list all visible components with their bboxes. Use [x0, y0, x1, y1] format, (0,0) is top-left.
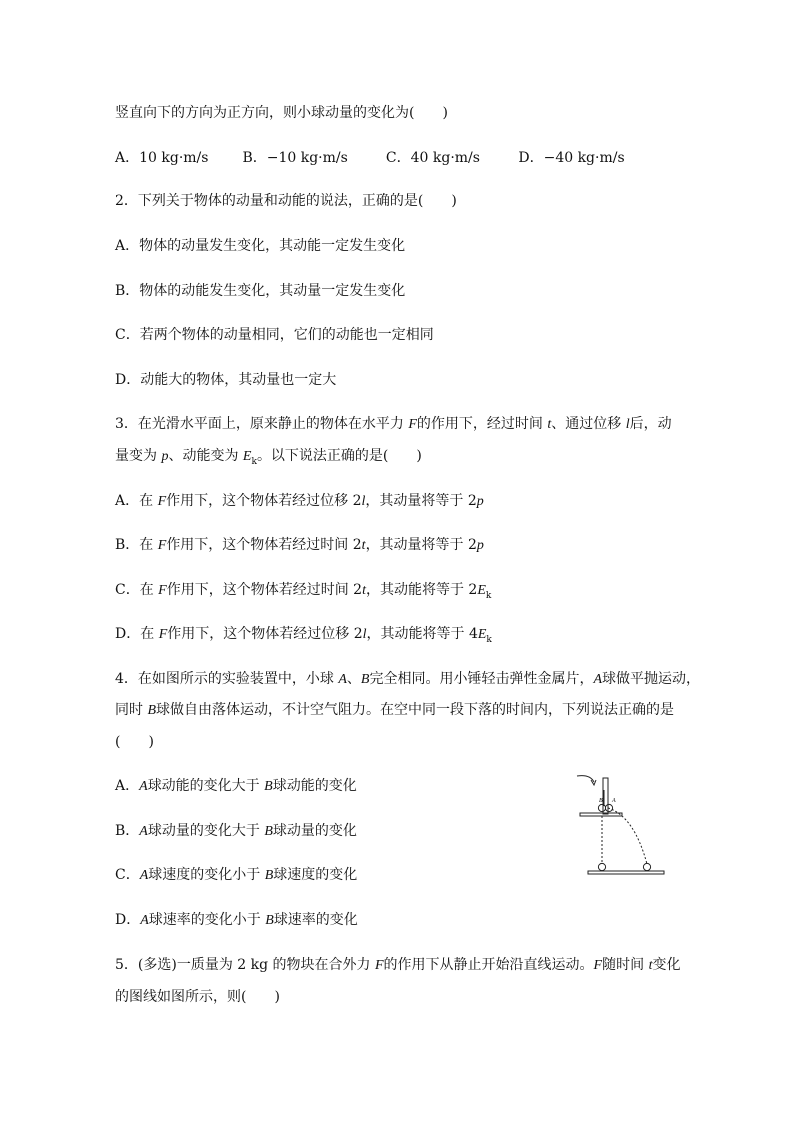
question-4-option-c: C．A球速度的变化小于 B球速度的变化 [115, 867, 358, 883]
option-b: B．−10 kg·m/s [242, 150, 348, 166]
question-4-option-d: D．A球速率的变化小于 B球速率的变化 [115, 912, 358, 928]
question-3-option-c: C．在 F作用下，这个物体若经过时间 2t，其动能将等于 $2E_k$ [115, 582, 492, 601]
option-a: A．10 kg·m/s [115, 150, 209, 166]
ball-a-landing [643, 863, 650, 870]
question-5-stem-line-1: 5．(多选)一质量为 2 kg 的物块在合外力 F的作用下从静止开始沿直线运动。F随时间 t变化 [115, 957, 681, 973]
question-3-stem-line-1: 3．在光滑水平面上，原来静止的物体在水平力 F的作用下，经过时间 t、通过位移 l后，动 [115, 416, 672, 432]
question-2-option-d: D．动能大的物体，其动量也一定大 [115, 372, 337, 388]
question-2-option-a: A．物体的动量发生变化，其动能一定发生变化 [115, 238, 406, 254]
upper-platform [580, 813, 622, 816]
projectile-apparatus-figure [574, 772, 674, 882]
floor-base [588, 871, 664, 874]
option-d: D．−40 kg·m/s [518, 150, 625, 166]
label-a: A [612, 798, 616, 804]
question-3-option-a: A．在 F作用下，这个物体若经过位移 2l，其动量将等于 2p [115, 493, 484, 509]
label-b: B [599, 798, 603, 804]
question-3-option-b: B．在 F作用下，这个物体若经过时间 2t，其动量将等于 2p [115, 537, 484, 553]
option-c: C．40 kg·m/s [385, 150, 480, 166]
question-3-option-d: D．在 F作用下，这个物体若经过位移 2l，其动能将等于 $4E_k$ [115, 626, 492, 645]
question-4-stem-line-1: 4．在如图所示的实验装置中，小球 A、B完全相同。用小锤轻击弹性金属片，A球做平抛运动， [115, 671, 701, 687]
question-4-option-a: A．A球动能的变化大于 B球动能的变化 [115, 778, 357, 794]
question-4-stem-line-3: ( ) [115, 734, 154, 750]
question-3-stem-line-2: 量变为 p、动能变为 $E_k$。以下说法正确的是( ) [115, 448, 422, 467]
question-4-option-b: B．A球动量的变化大于 B球动量的变化 [115, 823, 357, 839]
question-2-option-c: C．若两个物体的动量相同，它们的动能也一定相同 [115, 327, 434, 343]
question-2-stem: 2．下列关于物体的动量和动能的说法，正确的是( ) [115, 193, 457, 209]
ball-b [598, 804, 605, 811]
question-1-stem-tail: 竖直向下的方向为正方向，则小球动量的变化为( ) [115, 105, 448, 121]
question-1-options [115, 149, 625, 167]
question-4-stem-line-2: 同时 B球做自由落体运动，不计空气阻力。在空中同一段下落的时间内，下列说法正确的是 [115, 702, 675, 718]
question-5-stem-line-2: 的图线如图所示，则( ) [115, 989, 280, 1005]
ball-b-landing [598, 863, 605, 870]
question-2-option-b: B．物体的动能发生变化，其动量一定发生变化 [115, 283, 406, 299]
